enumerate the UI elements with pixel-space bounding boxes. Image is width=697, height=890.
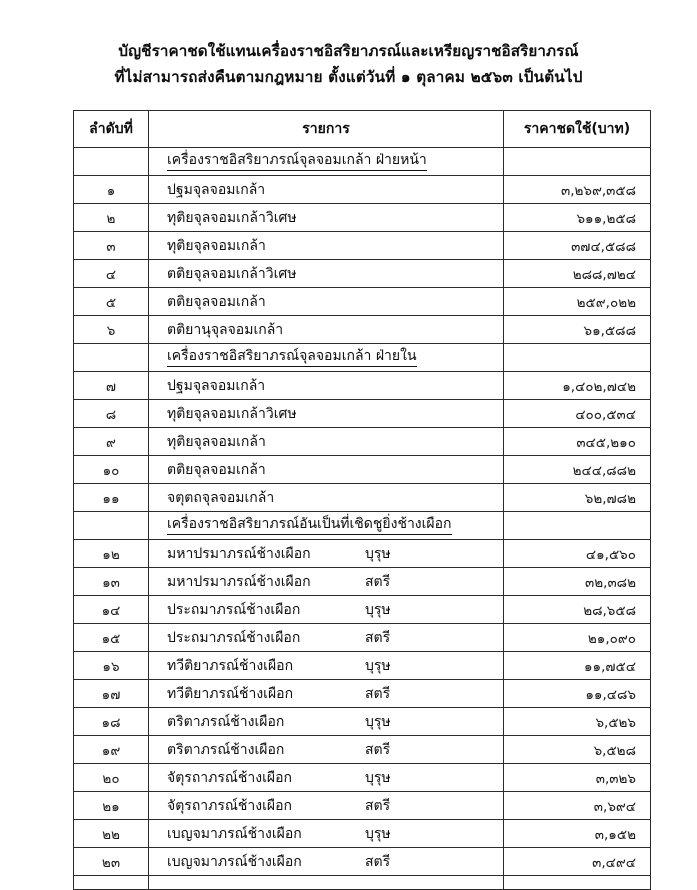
- item-name: ทวีติยาภรณ์ช้างเผือก: [167, 685, 294, 702]
- item-name: ประถมาภรณ์ช้างเผือก: [167, 629, 301, 646]
- table-row: [74, 708, 651, 736]
- table-row: [74, 792, 651, 820]
- item-name: ตริตาภรณ์ช้างเผือก: [167, 741, 285, 758]
- table-row: [74, 820, 651, 848]
- item-name: ตริตาภรณ์ช้างเผือก: [167, 713, 285, 730]
- cell-item: [149, 260, 504, 288]
- section-header-row: [74, 512, 651, 540]
- section-header-row: [74, 148, 651, 176]
- price-table-container: [73, 110, 650, 890]
- cell-price: [504, 148, 651, 176]
- section-header-row: [74, 344, 651, 372]
- cell-item: [149, 512, 504, 540]
- item-name: ทุติยจุลจอมเกล้า: [167, 237, 266, 254]
- table-row: [74, 456, 651, 484]
- cell-price: ๒๘,๖๕๘: [504, 596, 651, 624]
- cell-item: [149, 568, 504, 596]
- table-header-row: [74, 111, 651, 148]
- item-name: เบญจมาภรณ์ช้างเผือก: [167, 853, 302, 870]
- cell-item: [149, 540, 504, 568]
- cell-item: [149, 400, 504, 428]
- cell-item: [149, 428, 504, 456]
- cell-price: ๓,๖๙๔: [504, 792, 651, 820]
- cell-price: ๓๒,๓๘๒: [504, 568, 651, 596]
- cell-clipped: [149, 876, 504, 890]
- item-name: ตติยจุลจอมเกล้า: [167, 293, 266, 310]
- cell-price: ๔๑,๕๖๐: [504, 540, 651, 568]
- item-gender-qualifier: บุรุษ: [365, 713, 391, 730]
- cell-sequence: ๒: [74, 204, 149, 232]
- cell-item: [149, 652, 504, 680]
- item-content: [167, 263, 503, 285]
- cell-sequence: ๑๓: [74, 568, 149, 596]
- table-body: [74, 148, 651, 890]
- cell-price: ๑,๔๐๒,๗๔๒: [504, 372, 651, 400]
- cell-price: ๓๔๕,๒๑๐: [504, 428, 651, 456]
- item-name: ตติยจุลจอมเกล้า: [167, 461, 266, 478]
- cell-price: ๓,๓๒๖: [504, 764, 651, 792]
- cell-sequence: ๑๑: [74, 484, 149, 512]
- cell-clipped: [74, 876, 149, 890]
- cell-price: [504, 512, 651, 540]
- cell-sequence: [74, 512, 149, 540]
- cell-price: ๓,๔๙๔: [504, 848, 651, 876]
- item-content: [167, 683, 503, 705]
- cell-item: [149, 708, 504, 736]
- item-content: [167, 599, 503, 621]
- item-content: [167, 235, 503, 257]
- item-gender-qualifier: สตรี: [365, 629, 391, 646]
- cell-sequence: ๔: [74, 260, 149, 288]
- table-row: [74, 260, 651, 288]
- table-row: [74, 372, 651, 400]
- item-gender-qualifier: บุรุษ: [365, 657, 391, 674]
- cell-sequence: ๙: [74, 428, 149, 456]
- cell-clipped: [504, 876, 651, 890]
- cell-price: ๖,๕๒๖: [504, 708, 651, 736]
- table-row: [74, 680, 651, 708]
- table-row: [74, 204, 651, 232]
- table-row: [74, 764, 651, 792]
- item-gender-qualifier: สตรี: [365, 853, 391, 870]
- cell-sequence: ๑๕: [74, 624, 149, 652]
- item-content: [167, 291, 503, 313]
- item-name: ตติยานุจุลจอมเกล้า: [167, 321, 284, 338]
- item-name: จัตุรถาภรณ์ช้างเผือก: [167, 797, 292, 814]
- table-row: [74, 428, 651, 456]
- item-content: [167, 655, 503, 677]
- item-content: [167, 431, 503, 453]
- item-gender-qualifier: สตรี: [365, 573, 391, 590]
- cell-item: [149, 316, 504, 344]
- cell-price: ๔๐๐,๕๓๔: [504, 400, 651, 428]
- cell-price: ๓,๒๖๙,๓๕๘: [504, 176, 651, 204]
- table-row: [74, 848, 651, 876]
- table-row: [74, 540, 651, 568]
- section-label: เครื่องราชอิสริยาภรณ์จุลจอมเกล้า ฝ่ายใน: [167, 348, 417, 368]
- table-row: [74, 176, 651, 204]
- cell-sequence: ๑๒: [74, 540, 149, 568]
- cell-price: ๒๑,๐๙๐: [504, 624, 651, 652]
- cell-item: [149, 848, 504, 876]
- item-content: [167, 795, 503, 817]
- cell-sequence: ๑๘: [74, 708, 149, 736]
- cell-item: [149, 624, 504, 652]
- cell-price: ๓๗๔,๕๘๘: [504, 232, 651, 260]
- cell-item: [149, 232, 504, 260]
- table-row: [74, 316, 651, 344]
- cell-sequence: ๒๓: [74, 848, 149, 876]
- item-name: ตติยจุลจอมเกล้าวิเศษ: [167, 265, 297, 282]
- item-content: [167, 627, 503, 649]
- table-row: [74, 232, 651, 260]
- cell-sequence: ๖: [74, 316, 149, 344]
- item-name: ปฐมจุลจอมเกล้า: [167, 377, 266, 394]
- document-title: [0, 0, 697, 90]
- table-row: [74, 400, 651, 428]
- item-name: ทุติยจุลจอมเกล้าวิเศษ: [167, 405, 297, 422]
- cell-price: ๒๘๘,๗๒๔: [504, 260, 651, 288]
- item-content: [167, 543, 503, 565]
- item-content: [167, 739, 503, 761]
- item-gender-qualifier: บุรุษ: [365, 825, 391, 842]
- item-content: [167, 767, 503, 789]
- item-content: [167, 403, 503, 425]
- cell-sequence: ๒๐: [74, 764, 149, 792]
- item-name: ประถมาภรณ์ช้างเผือก: [167, 601, 301, 618]
- item-name: จัตุรถาภรณ์ช้างเผือก: [167, 769, 292, 786]
- cell-item: [149, 764, 504, 792]
- column-header-sequence: ลำดับที่: [74, 111, 149, 148]
- item-name: มหาปรมาภรณ์ช้างเผือก: [167, 573, 311, 590]
- cell-sequence: ๓: [74, 232, 149, 260]
- column-header-item: รายการ: [149, 111, 504, 148]
- item-name: ทุติยจุลจอมเกล้า: [167, 433, 266, 450]
- item-name: เบญจมาภรณ์ช้างเผือก: [167, 825, 302, 842]
- price-table: [73, 110, 651, 890]
- item-name: ทวีติยาภรณ์ช้างเผือก: [167, 657, 294, 674]
- cell-sequence: ๑๖: [74, 652, 149, 680]
- cell-item: [149, 680, 504, 708]
- item-content: [167, 207, 503, 229]
- item-gender-qualifier: บุรุษ: [365, 769, 391, 786]
- item-content: [167, 487, 503, 509]
- cell-sequence: ๑๔: [74, 596, 149, 624]
- table-row: [74, 624, 651, 652]
- cell-sequence: ๑๐: [74, 456, 149, 484]
- item-name: ปฐมจุลจอมเกล้า: [167, 181, 266, 198]
- section-label: เครื่องราชอิสริยาภรณ์จุลจอมเกล้า ฝ่ายหน้า: [167, 152, 427, 172]
- item-gender-qualifier: สตรี: [365, 741, 391, 758]
- item-content: [167, 711, 503, 733]
- cell-item: [149, 288, 504, 316]
- cell-item: [149, 344, 504, 372]
- cell-price: ๑๑,๗๕๔: [504, 652, 651, 680]
- title-line-1: บัญชีราคาชดใช้แทนเครื่องราชอิสริยาภรณ์และเหรียญราชอิสริยาภรณ์: [118, 42, 579, 60]
- cell-sequence: [74, 344, 149, 372]
- section-label: เครื่องราชอิสริยาภรณ์อันเป็นที่เชิดชูยิ่งช้างเผือก: [167, 516, 452, 536]
- cell-price: ๖๑,๕๘๘: [504, 316, 651, 344]
- cell-price: ๖,๕๒๘: [504, 736, 651, 764]
- item-gender-qualifier: สตรี: [365, 797, 391, 814]
- item-content: [167, 179, 503, 201]
- table-row: [74, 568, 651, 596]
- cell-item: [149, 456, 504, 484]
- table-row: [74, 484, 651, 512]
- item-gender-qualifier: สตรี: [365, 685, 391, 702]
- item-name: มหาปรมาภรณ์ช้างเผือก: [167, 545, 311, 562]
- item-content: [167, 823, 503, 845]
- cell-sequence: [74, 148, 149, 176]
- cell-item: [149, 148, 504, 176]
- cell-price: ๒๔๔,๘๘๒: [504, 456, 651, 484]
- cell-price: ๖๒,๗๘๒: [504, 484, 651, 512]
- item-content: [167, 571, 503, 593]
- item-content: [167, 851, 503, 873]
- item-content: [167, 459, 503, 481]
- cell-price: [504, 344, 651, 372]
- cell-sequence: ๑๗: [74, 680, 149, 708]
- cell-item: [149, 204, 504, 232]
- cell-price: ๖๑๑,๒๕๘: [504, 204, 651, 232]
- item-gender-qualifier: บุรุษ: [365, 545, 391, 562]
- table-header: [74, 111, 651, 148]
- cell-item: [149, 596, 504, 624]
- cell-sequence: ๕: [74, 288, 149, 316]
- cell-sequence: ๑๙: [74, 736, 149, 764]
- cell-item: [149, 176, 504, 204]
- cell-sequence: ๗: [74, 372, 149, 400]
- item-content: [167, 319, 503, 341]
- column-header-price: ราคาชดใช้(บาท): [504, 111, 651, 148]
- cell-item: [149, 372, 504, 400]
- item-name: ทุติยจุลจอมเกล้าวิเศษ: [167, 209, 297, 226]
- item-gender-qualifier: บุรุษ: [365, 601, 391, 618]
- cell-sequence: ๘: [74, 400, 149, 428]
- table-row: [74, 652, 651, 680]
- cell-price: ๑๑,๔๘๖: [504, 680, 651, 708]
- table-row: [74, 736, 651, 764]
- cell-item: [149, 736, 504, 764]
- cell-sequence: ๒๑: [74, 792, 149, 820]
- item-name: จตุตถจุลจอมเกล้า: [167, 489, 275, 506]
- cell-sequence: ๑: [74, 176, 149, 204]
- item-content: [167, 375, 503, 397]
- cell-price: ๒๕๙,๐๒๒: [504, 288, 651, 316]
- cell-item: [149, 484, 504, 512]
- cell-sequence: ๒๒: [74, 820, 149, 848]
- table-row: [74, 596, 651, 624]
- cell-price: ๓,๑๕๒: [504, 820, 651, 848]
- title-line-2: ที่ไม่สามารถส่งคืนตามกฎหมาย ตั้งแต่วันที่ ๑ ตุลาคม ๒๕๖๓ เป็นต้นไป: [114, 68, 583, 87]
- table-row: [74, 288, 651, 316]
- cell-item: [149, 820, 504, 848]
- cell-item: [149, 792, 504, 820]
- table-row-clipped: [74, 876, 651, 890]
